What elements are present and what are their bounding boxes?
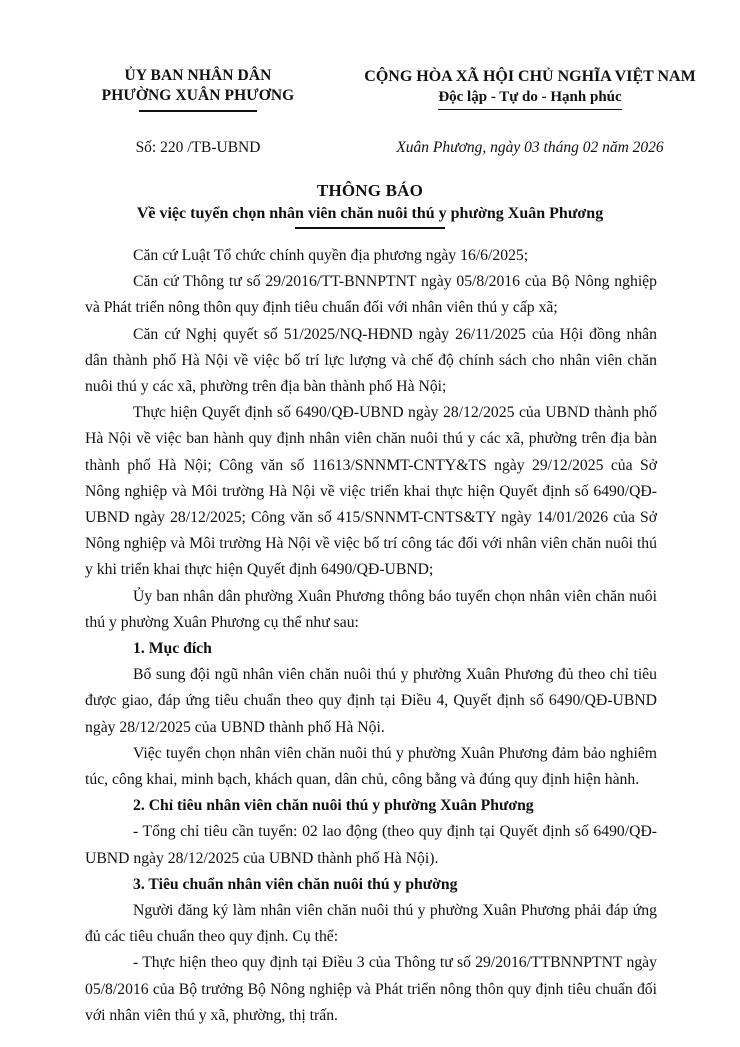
section-heading-3: 3. Tiêu chuẩn nhân viên chăn nuôi thú y phường [133,875,458,893]
paragraph-announcement-intro: Ủy ban nhân dân phường Xuân Phương thông báo tuyển chọn nhân viên chăn nuôi thú y phường Xuân Phương cụ thể như sau: [85,587,657,631]
issuing-authority-block [48,66,348,112]
document-number: Số: 220 /TB-UBND [135,139,261,156]
paragraph-criteria-item-1: - Thực hiện theo quy định tại Điều 3 của Thông tư số 29/2016/TTBNNPTNT ngày 05/8/2016 của Bộ trưởng Bộ Nông nghiệp và Phát triển nông thôn quy định tiêu chuẩn đối với nhân viên thú y xã, phường, thị trấn. [85,954,657,1024]
national-motto: Độc lập - Tự do - Hạnh phúc [438,87,621,110]
document-body [85,243,657,1029]
document-header [0,66,740,112]
paragraph-purpose-1: Bổ sung đội ngũ nhân viên chăn nuôi thú y phường Xuân Phương đủ theo chỉ tiêu được giao, đáp ứng tiêu chuẩn theo quy định tại Điều 4, Quyết định số 6490/QĐ-UBND ngày 28/12/2025 của UBND thành phố Hà Nội. [85,666,657,736]
national-heading-block [348,66,740,110]
paragraph-criteria-intro: Người đăng ký làm nhân viên chăn nuôi thú y phường Xuân Phương phải đáp ứng đủ các tiêu chuẩn theo quy định. Cụ thể: [85,902,657,946]
title-underline-rule [295,227,445,229]
paragraph-legal-basis-4: Thực hiện Quyết định số 6490/QĐ-UBND ngày 28/12/2025 của UBND thành phố Hà Nội về việc ban hành quy định nhân viên chăn nuôi thú y các xã, phường trên địa bàn thành phố Hà Nội; Công văn số 11613/SNNMT-CNTY&TS ngày 29/12/2025 của Sở Nông nghiệp và Môi trường Hà Nội về việc triển khai thực hiện Quyết định số 6490/QĐ-UBND ngày 28/12/2025; Công văn số 415/SNNMT-CNTS&TY ngày 14/01/2026 của Sở Nông nghiệp và Môi trường Hà Nội về việc bố trí công tác đối với nhân viên chăn nuôi thú y khi triển khai thực hiện Quyết định 6490/QĐ-UBND; [85,404,657,579]
section-heading-2: 2. Chỉ tiêu nhân viên chăn nuôi thú y phường Xuân Phương [133,797,534,815]
paragraph-legal-basis-2: Căn cứ Thông tư số 29/2016/TT-BNNPTNT ngày 05/8/2016 của Bộ Nông nghiệp và Phát triển nông thôn quy định tiêu chuẩn đối với nhân viên thú y cấp xã; [85,273,657,317]
document-title-block [0,179,740,229]
authority-line-1: ỦY BAN NHÂN DÂN [124,67,272,84]
authority-line-2: PHƯỜNG XUÂN PHƯƠNG [101,87,295,104]
paragraph-legal-basis-3: Căn cứ Nghị quyết số 51/2025/NQ-HĐND ngày 26/11/2025 của Hội đồng nhân dân thành phố Hà Nội về việc bố trí lực lượng và chế độ chính sách cho nhân viên chăn nuôi thú y các xã, phường trên địa bàn thành phố Hà Nội; [85,325,657,396]
paragraph-legal-basis-1: Căn cứ Luật Tổ chức chính quyền địa phương ngày 16/6/2025; [133,247,529,264]
national-title: CỘNG HÒA XÃ HỘI CHỦ NGHĨA VIỆT NAM [364,68,696,85]
section-heading-1: 1. Mục đích [133,640,212,658]
paragraph-purpose-2: Việc tuyển chọn nhân viên chăn nuôi thú y phường Xuân Phương đảm bảo nghiêm túc, công khai, minh bạch, khách quan, dân chủ, công bằng và đúng quy định hiện hành. [85,744,657,789]
document-date: Xuân Phương, ngày 03 tháng 02 năm 2026 [396,139,664,156]
document-title: THÔNG BÁO [316,181,424,200]
paragraph-quota: - Tổng chỉ tiêu cần tuyển: 02 lao động (theo quy định tại Quyết định số 6490/QĐ-UBND ngày 28/12/2025 của UBND thành phố Hà Nội). [85,823,657,867]
document-subtitle: Về việc tuyển chọn nhân viên chăn nuôi thú y phường Xuân Phương [136,205,604,222]
document-meta-row [0,139,740,157]
authority-underline-rule [139,110,257,112]
